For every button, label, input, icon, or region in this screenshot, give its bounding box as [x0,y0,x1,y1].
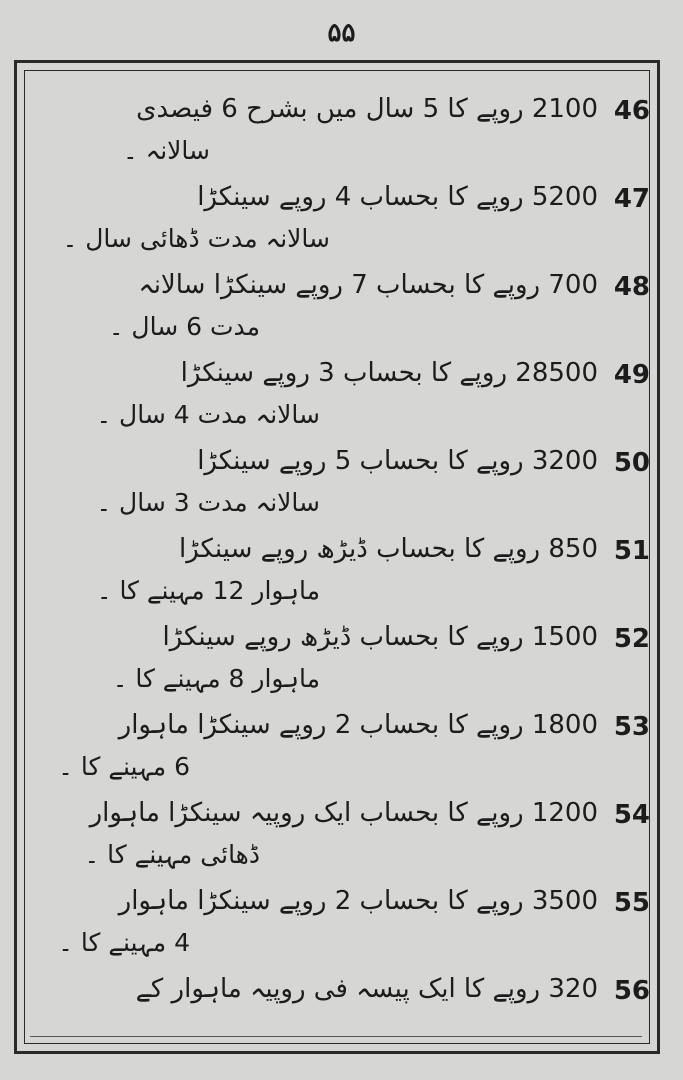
problem-item [36,78,650,166]
problem-item [36,694,650,782]
problem-text-continued: 6 مہینے کا ۔ [58,752,190,781]
problem-text: 3200 روپے کا بحساب 5 روپے سینکڑا [197,446,598,476]
problem-number: 50 [613,448,650,478]
problem-text-continued: سالانہ مدت 4 سال ۔ [96,400,320,429]
problem-number: 51 [613,536,650,566]
problem-item [36,782,650,870]
problem-number: 46 [613,96,650,126]
problem-item [36,342,650,430]
problem-text-continued: ماہوار 12 مہینے کا ۔ [96,576,320,605]
problem-text-continued: 4 مہینے کا ۔ [58,928,190,957]
problem-item [36,606,650,694]
problem-item [36,870,650,958]
problem-text-continued: مدت 6 سال ۔ [108,312,260,341]
page-number: ۵۵ [327,18,356,48]
bottom-rule [30,1036,642,1037]
problem-number: 54 [613,800,650,830]
problem-text: 700 روپے کا بحساب 7 روپے سینکڑا سالانہ [138,270,598,300]
problem-text: 2100 روپے کا 5 سال میں بشرح 6 فیصدی [136,94,598,124]
problem-text: 5200 روپے کا بحساب 4 روپے سینکڑا [197,182,598,212]
problem-text: 1800 روپے کا بحساب 2 روپے سینکڑا ماہوار [118,710,598,740]
problem-text-continued: ماہوار 8 مہینے کا ۔ [112,664,320,693]
problem-item [36,430,650,518]
problem-text: 320 روپے کا ایک پیسہ فی روپیہ ماہوار کے [135,974,598,1004]
problem-text: 850 روپے کا بحساب ڈیڑھ روپے سینکڑا [178,534,598,564]
problem-number: 47 [613,184,650,214]
problem-list [36,78,650,1006]
problem-number: 48 [613,272,650,302]
problem-number: 55 [613,888,650,918]
problem-number: 49 [613,360,650,390]
problem-number: 53 [613,712,650,742]
problem-text: 3500 روپے کا بحساب 2 روپے سینکڑا ماہوار [118,886,598,916]
problem-item [36,254,650,342]
problem-text-continued: سالانہ مدت ڈھائی سال ۔ [62,224,330,253]
problem-item [36,958,650,1006]
problem-item [36,518,650,606]
problem-number: 56 [613,976,650,1006]
problem-text-continued: ڈھائی مہینے کا ۔ [84,840,260,869]
problem-text-continued: سالانہ مدت 3 سال ۔ [96,488,320,517]
problem-text: 28500 روپے کا بحساب 3 روپے سینکڑا [180,358,598,388]
problem-text: 1500 روپے کا بحساب ڈیڑھ روپے سینکڑا [162,622,598,652]
problem-item [36,166,650,254]
problem-text-continued: سالانہ ۔ [122,136,210,165]
problem-text: 1200 روپے کا بحساب ایک روپیہ سینکڑا ماہوار [89,798,598,828]
problem-number: 52 [613,624,650,654]
